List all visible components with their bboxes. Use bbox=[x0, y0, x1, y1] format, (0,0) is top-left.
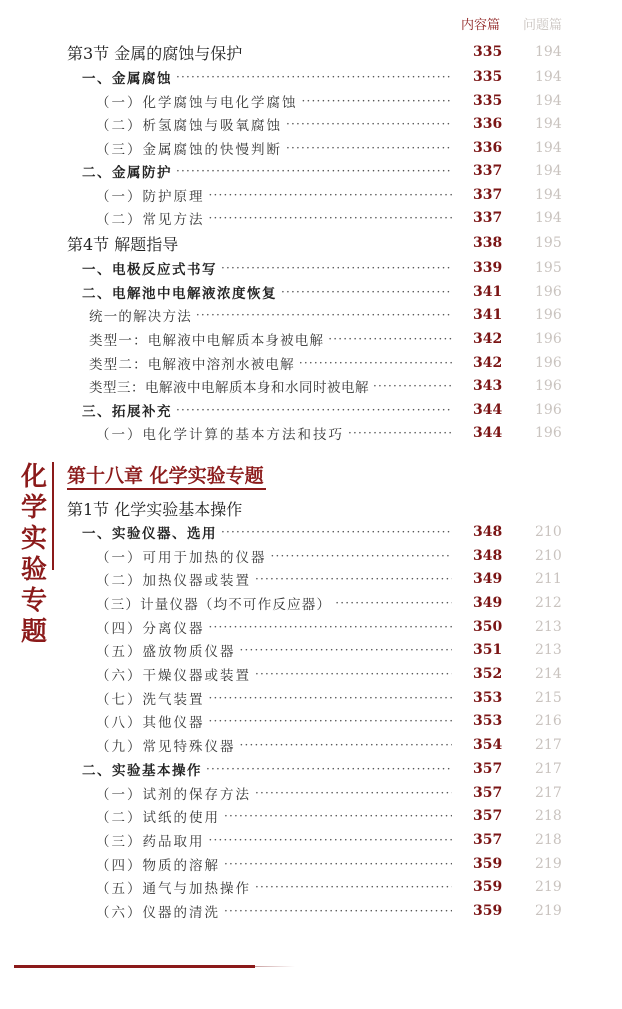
content-page-number: 336 bbox=[473, 116, 503, 132]
toc-heading-row[interactable] bbox=[0, 256, 622, 280]
content-page-number: 352 bbox=[473, 666, 503, 682]
problem-page-number: 194 bbox=[535, 140, 562, 156]
problem-page-number: 194 bbox=[535, 93, 562, 109]
problem-page-number: 215 bbox=[535, 690, 562, 706]
toc-entry-row[interactable] bbox=[0, 709, 622, 733]
content-page-number: 343 bbox=[473, 378, 503, 394]
dot-leader bbox=[255, 666, 452, 682]
toc-label: （二）常见方法 bbox=[96, 212, 205, 228]
dot-leader bbox=[176, 163, 452, 179]
dot-leader bbox=[176, 69, 452, 85]
dot-leader bbox=[240, 642, 453, 658]
dot-leader bbox=[196, 307, 452, 323]
dot-leader bbox=[209, 690, 453, 706]
chapter-title-underline bbox=[67, 488, 266, 490]
toc-label: 一、实验仪器、选用 bbox=[82, 526, 217, 542]
content-page-number: 338 bbox=[473, 235, 503, 251]
toc-label: 统一的解决方法 bbox=[89, 309, 192, 325]
side-tab-char: 专 bbox=[20, 586, 47, 616]
dot-leader bbox=[281, 284, 452, 300]
problem-page-number: 217 bbox=[535, 737, 562, 753]
content-page-number: 351 bbox=[473, 642, 503, 658]
toc-label: （七）洗气装置 bbox=[96, 692, 205, 708]
dot-leader bbox=[221, 524, 452, 540]
problem-page-number: 196 bbox=[535, 402, 562, 418]
content-page-number: 357 bbox=[473, 785, 503, 801]
side-tab-char: 学 bbox=[20, 493, 47, 523]
content-page-number: 357 bbox=[473, 808, 503, 824]
problem-page-number: 196 bbox=[535, 355, 562, 371]
content-page-number: 357 bbox=[473, 761, 503, 777]
dot-leader bbox=[224, 903, 452, 919]
toc-entry-row[interactable] bbox=[0, 112, 622, 136]
toc-section-row[interactable] bbox=[0, 231, 622, 255]
toc-heading-row[interactable] bbox=[0, 65, 622, 89]
problem-page-number: 194 bbox=[535, 210, 562, 226]
toc-entry-row[interactable] bbox=[0, 852, 622, 876]
content-page-number: 337 bbox=[473, 187, 503, 203]
problem-page-number: 195 bbox=[535, 260, 562, 276]
content-page-number: 341 bbox=[473, 284, 503, 300]
content-page-number: 353 bbox=[473, 690, 503, 706]
toc-label: （二）析氢腐蚀与吸氧腐蚀 bbox=[96, 118, 282, 134]
dot-leader bbox=[286, 140, 452, 156]
side-tab-char: 化 bbox=[20, 462, 47, 492]
toc-label: （一）防护原理 bbox=[96, 189, 205, 205]
content-page-number: 335 bbox=[473, 69, 503, 85]
problem-page-number: 210 bbox=[535, 548, 562, 564]
toc-label: 二、金属防护 bbox=[82, 165, 172, 181]
toc-label: 第1节 化学实验基本操作 bbox=[67, 499, 243, 519]
dot-leader bbox=[206, 761, 452, 777]
side-tab-char: 实 bbox=[20, 524, 47, 554]
problem-page-number: 194 bbox=[535, 187, 562, 203]
dot-leader bbox=[373, 378, 452, 394]
toc-label: （一）电化学计算的基本方法和技巧 bbox=[96, 427, 344, 443]
content-page-number: 349 bbox=[473, 595, 503, 611]
dot-leader bbox=[221, 260, 452, 276]
dot-leader bbox=[224, 808, 452, 824]
content-page-number: 353 bbox=[473, 713, 503, 729]
problem-page-number: 194 bbox=[535, 44, 562, 60]
toc-label: （九）常见特殊仪器 bbox=[96, 739, 236, 755]
toc-entry-row[interactable] bbox=[0, 662, 622, 686]
toc-entry-row[interactable] bbox=[0, 828, 622, 852]
toc-heading-row[interactable] bbox=[0, 757, 622, 781]
toc-label: 类型三：电解液中电解质本身和水同时被电解 bbox=[89, 380, 369, 396]
problem-page-number: 211 bbox=[535, 571, 562, 587]
toc-entry-row[interactable] bbox=[0, 374, 622, 398]
toc-label: 三、拓展补充 bbox=[82, 404, 172, 420]
problem-page-number: 196 bbox=[535, 307, 562, 323]
problem-page-number: 213 bbox=[535, 642, 562, 658]
toc-entry-row[interactable] bbox=[0, 804, 622, 828]
content-page-number: 359 bbox=[473, 879, 503, 895]
footer-rule-fade bbox=[255, 966, 295, 967]
problem-page-number: 217 bbox=[535, 761, 562, 777]
toc-label: 二、电解池中电解液浓度恢复 bbox=[82, 286, 277, 302]
toc-entry-row[interactable] bbox=[0, 899, 622, 923]
toc-label: （一）试剂的保存方法 bbox=[96, 787, 251, 803]
content-page-number: 348 bbox=[473, 548, 503, 564]
toc-heading-row[interactable] bbox=[0, 520, 622, 544]
problem-page-number: 194 bbox=[535, 69, 562, 85]
problem-page-number: 196 bbox=[535, 425, 562, 441]
toc-label: （四）物质的溶解 bbox=[96, 858, 220, 874]
dot-leader bbox=[209, 619, 453, 635]
dot-leader bbox=[224, 856, 452, 872]
problem-page-number: 218 bbox=[535, 808, 562, 824]
toc-label: （四）分离仪器 bbox=[96, 621, 205, 637]
problem-page-number: 196 bbox=[535, 284, 562, 300]
toc-label: （一）化学腐蚀与电化学腐蚀 bbox=[96, 95, 298, 111]
dot-leader bbox=[271, 548, 453, 564]
problem-page-number: 219 bbox=[535, 879, 562, 895]
toc-entry-row[interactable] bbox=[0, 544, 622, 568]
problem-page-number: 213 bbox=[535, 619, 562, 635]
content-page-number: 344 bbox=[473, 425, 503, 441]
toc-entry-row[interactable] bbox=[0, 351, 622, 375]
toc-label: （六）干燥仪器或装置 bbox=[96, 668, 251, 684]
dot-leader bbox=[348, 425, 452, 441]
dot-leader bbox=[209, 210, 453, 226]
toc-label: （二）加热仪器或装置 bbox=[96, 573, 251, 589]
toc-label: （六）仪器的清洗 bbox=[96, 905, 220, 921]
dot-leader bbox=[335, 595, 452, 611]
content-page-number: 336 bbox=[473, 140, 503, 156]
problem-page-number: 217 bbox=[535, 785, 562, 801]
toc-entry-row[interactable] bbox=[0, 421, 622, 445]
toc-label: （二）试纸的使用 bbox=[96, 810, 220, 826]
dot-leader bbox=[302, 93, 453, 109]
content-page-number: 335 bbox=[473, 44, 503, 60]
problem-page-number: 218 bbox=[535, 832, 562, 848]
content-page-number: 354 bbox=[473, 737, 503, 753]
toc-entry-row[interactable] bbox=[0, 136, 622, 160]
footer-rule bbox=[14, 965, 255, 968]
toc-label: 类型二：电解液中溶剂水被电解 bbox=[89, 357, 295, 373]
problem-page-number: 196 bbox=[535, 378, 562, 394]
toc-label: （八）其他仪器 bbox=[96, 715, 205, 731]
toc-entry-row[interactable] bbox=[0, 327, 622, 351]
toc-label: （三）药品取用 bbox=[96, 834, 205, 850]
toc-label: （三）金属腐蚀的快慢判断 bbox=[96, 142, 282, 158]
toc-entry-row[interactable] bbox=[0, 686, 622, 710]
side-tab-char: 验 bbox=[20, 555, 47, 585]
toc-entry-row[interactable] bbox=[0, 206, 622, 230]
chapter-title[interactable]: 第十八章 化学实验专题 bbox=[67, 465, 264, 487]
content-page-number: 344 bbox=[473, 402, 503, 418]
toc-entry-row[interactable] bbox=[0, 89, 622, 113]
dot-leader bbox=[286, 116, 452, 132]
dot-leader bbox=[209, 187, 453, 203]
content-page-number: 342 bbox=[473, 331, 503, 347]
content-page-number: 359 bbox=[473, 856, 503, 872]
content-page-number: 337 bbox=[473, 163, 503, 179]
toc-entry-row[interactable] bbox=[0, 567, 622, 591]
dot-leader bbox=[240, 737, 453, 753]
content-page-number: 342 bbox=[473, 355, 503, 371]
dot-leader bbox=[209, 713, 453, 729]
toc-entry-row[interactable] bbox=[0, 781, 622, 805]
problem-page-number: 216 bbox=[535, 713, 562, 729]
toc-label: （三）计量仪器（均不可作反应器） bbox=[96, 597, 332, 613]
problem-column-header: 问题篇 bbox=[523, 18, 563, 33]
toc-heading-row[interactable] bbox=[0, 280, 622, 304]
dot-leader bbox=[255, 571, 452, 587]
dot-leader bbox=[328, 331, 452, 347]
problem-page-number: 219 bbox=[535, 903, 562, 919]
toc-entry-row[interactable] bbox=[0, 591, 622, 615]
toc-label: 一、电极反应式书写 bbox=[82, 262, 217, 278]
side-tab-char: 题 bbox=[20, 617, 47, 647]
toc-label: 第3节 金属的腐蚀与保护 bbox=[67, 43, 243, 63]
problem-page-number: 194 bbox=[535, 116, 562, 132]
content-page-number: 357 bbox=[473, 832, 503, 848]
toc-entry-row[interactable] bbox=[0, 615, 622, 639]
toc-label: （五）通气与加热操作 bbox=[96, 881, 251, 897]
toc-label: 二、实验基本操作 bbox=[82, 763, 202, 779]
problem-page-number: 194 bbox=[535, 163, 562, 179]
toc-entry-row[interactable] bbox=[0, 875, 622, 899]
content-page-number: 350 bbox=[473, 619, 503, 635]
toc-heading-row[interactable] bbox=[0, 398, 622, 422]
toc-label: （五）盛放物质仪器 bbox=[96, 644, 236, 660]
toc-section-row[interactable] bbox=[0, 40, 622, 64]
toc-entry-row[interactable] bbox=[0, 733, 622, 757]
toc-entry-row[interactable] bbox=[0, 303, 622, 327]
content-page-number: 348 bbox=[473, 524, 503, 540]
problem-page-number: 196 bbox=[535, 331, 562, 347]
problem-page-number: 219 bbox=[535, 856, 562, 872]
content-page-number: 337 bbox=[473, 210, 503, 226]
dot-leader bbox=[176, 402, 452, 418]
content-page-number: 335 bbox=[473, 93, 503, 109]
content-column-header: 内容篇 bbox=[461, 18, 501, 33]
content-page-number: 349 bbox=[473, 571, 503, 587]
dot-leader bbox=[255, 879, 452, 895]
problem-page-number: 212 bbox=[535, 595, 562, 611]
toc-section-row[interactable] bbox=[0, 496, 622, 520]
toc-label: 第4节 解题指导 bbox=[67, 234, 179, 254]
toc-label: （一）可用于加热的仪器 bbox=[96, 550, 267, 566]
toc-entry-row[interactable] bbox=[0, 183, 622, 207]
content-page-number: 339 bbox=[473, 260, 503, 276]
toc-label: 一、金属腐蚀 bbox=[82, 71, 172, 87]
problem-page-number: 210 bbox=[535, 524, 562, 540]
problem-page-number: 195 bbox=[535, 235, 562, 251]
dot-leader bbox=[255, 785, 452, 801]
content-page-number: 341 bbox=[473, 307, 503, 323]
content-page-number: 359 bbox=[473, 903, 503, 919]
toc-label: 类型一：电解液中电解质本身被电解 bbox=[89, 333, 325, 349]
toc-entry-row[interactable] bbox=[0, 638, 622, 662]
problem-page-number: 214 bbox=[535, 666, 562, 682]
dot-leader bbox=[299, 355, 452, 371]
dot-leader bbox=[209, 832, 453, 848]
toc-heading-row[interactable] bbox=[0, 159, 622, 183]
